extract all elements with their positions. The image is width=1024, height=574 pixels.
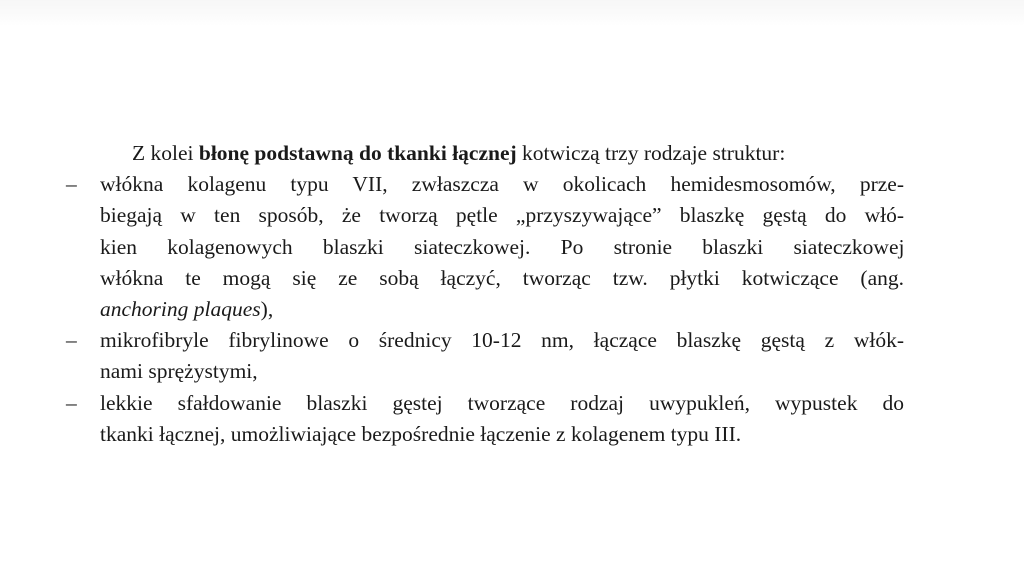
- dash-bullet: –: [66, 172, 77, 197]
- top-shadow: [0, 0, 1024, 26]
- item-line: nami sprężystymi,: [100, 359, 258, 384]
- list-item: [66, 169, 904, 325]
- document-text: [66, 138, 904, 450]
- structure-list: [66, 169, 904, 450]
- item-line: mikrofibryle fibrylinowe o średnicy 10-12 nm, łączące blaszkę gęstą z włók-: [100, 328, 904, 353]
- item-line: lekkie sfałdowanie blaszki gęstej tworzące rodzaj uwypukleń, wypustek do: [100, 390, 904, 415]
- intro-paragraph: [66, 138, 904, 169]
- dash-bullet: –: [66, 390, 77, 415]
- item-line: włókna kolagenu typu VII, zwłaszcza w okolicach hemidesmosomów, prze-: [100, 172, 904, 197]
- italic-term: anchoring plaques: [100, 297, 261, 322]
- dash-bullet: –: [66, 328, 77, 353]
- item-line: [100, 294, 904, 325]
- item-line: włókna te mogą się ze sobą łączyć, tworząc tzw. płytki kotwiczące (ang.: [100, 265, 904, 290]
- item-line: biegają w ten sposób, że tworzą pętle „przyszywające” blaszkę gęstą do włó-: [100, 203, 904, 228]
- item-line: kien kolagenowych blaszki siateczkowej. Po stronie blaszki siateczkowej: [100, 234, 905, 259]
- intro-suffix: kotwiczą trzy rodzaje struktur:: [516, 141, 786, 165]
- intro-bold: błonę podstawną do tkanki łącznej: [198, 141, 517, 165]
- list-item: [66, 388, 904, 450]
- list-item: [66, 325, 904, 387]
- intro-prefix: Z kolei: [132, 141, 199, 165]
- item-line: tkanki łącznej, umożliwiające bezpośrednie łączenie z kolagenem typu III.: [100, 421, 742, 446]
- item-line-end: ),: [260, 297, 274, 322]
